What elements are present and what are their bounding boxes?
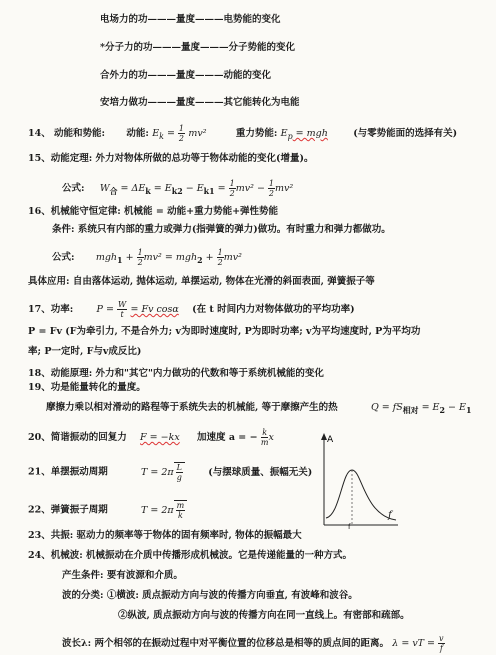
- x-var: x: [268, 432, 274, 443]
- section-24-wavelength: [62, 634, 445, 653]
- w-over-t: $\frac{W}{t}$: [117, 300, 127, 319]
- ek2: = E: [150, 183, 172, 194]
- sq: ²: [289, 183, 294, 194]
- section-23: 23、共振: 驱动力的频率等于物体的固有频率时, 物体的振幅最大: [28, 530, 302, 541]
- pendulum-note: (与摆球质量、振幅无关): [208, 466, 313, 478]
- q-fs-sub: 相对: [402, 405, 419, 415]
- section-24-longitudinal: ②纵波, 质点振动方向与波的传播方向在同一直线上。有密部和疏部。: [118, 610, 410, 621]
- mgh2-sub: 2: [197, 255, 203, 265]
- ek-sub: k: [159, 131, 164, 141]
- mgh1: mgh: [95, 252, 118, 263]
- section-19: 19、功是能量转化的量度。: [28, 382, 146, 393]
- section-17: [28, 300, 355, 319]
- ek1-sub: k1: [203, 186, 215, 196]
- delta-ek-sub: k: [145, 186, 151, 196]
- ek1: − E: [182, 183, 204, 194]
- x-axis-label: f: [388, 510, 392, 521]
- minus: ² −: [250, 183, 268, 194]
- e2-sub: 2: [439, 405, 446, 415]
- eq: =: [163, 128, 178, 139]
- formula-label-2: 公式:: [52, 252, 75, 263]
- e2: = E: [418, 402, 440, 413]
- mgh1-sub: 1: [117, 255, 123, 265]
- wavelength-formula: λ = vT =: [392, 638, 439, 649]
- section-24-transverse: 波的分类: ①横波: 质点振动方向与波的传播方向垂直, 有波峰和波谷。: [62, 590, 358, 601]
- mv1b: mv: [143, 252, 159, 263]
- section-22-title: 22、弹簧振子周期: [28, 504, 108, 516]
- section-21: [28, 462, 312, 482]
- ep-symbol: E: [280, 128, 288, 139]
- section-15: 15、动能定理: 外力对物体所做的总功等于物体动能的变化(增量)。: [28, 153, 314, 164]
- section-19-friction: [46, 402, 471, 417]
- half-fraction-4: $\frac{1}{2}$: [137, 248, 143, 267]
- gravity-pe-label: 重力势能:: [235, 128, 281, 139]
- delta-ek: = ΔE: [117, 183, 146, 194]
- y-axis-label: A: [327, 435, 334, 445]
- line-molecular-work: *分子力的功———量度———分子势能的变化: [100, 42, 295, 53]
- section-21-title: 21、单摆振动周期: [28, 466, 108, 478]
- mv2: mv: [235, 183, 251, 194]
- section-20-title: 20、简谐振动的回复力: [28, 432, 127, 443]
- kinetic-label: 动能:: [126, 128, 153, 139]
- ek2-sub: k2: [171, 186, 183, 196]
- p-eq: P =: [96, 304, 117, 315]
- section-24: 24、机械波: 机械振动在介质中传播形成机械波。它是传递能量的一种方式。: [28, 550, 353, 561]
- section-16: 16、机械能守恒定律: 机械能 = 动能+重力势能+弹性势能: [28, 206, 279, 217]
- mv2b: mv: [223, 252, 239, 263]
- pendulum-t: T = 2π: [141, 466, 174, 478]
- friction-text: 摩擦力乘以相对滑动的路程等于系统失去的机械能, 等于摩擦产生的热: [46, 402, 338, 413]
- plus2: +: [202, 252, 217, 263]
- e1-sub: 1: [465, 405, 472, 415]
- plus1: +: [122, 252, 137, 263]
- line-ampere-work: 安培力做功———量度———其它能转化为电能: [100, 97, 300, 108]
- section-16-condition: 条件: 系统只有内部的重力或弹力(指弹簧的弹力)做功。有时重力和弹力都做功。: [52, 224, 391, 235]
- wavelength-text: 波长λ: 两个相邻的在振动过程中对平衡位置的位移总是相等的质点间的距离。: [62, 638, 389, 649]
- section-24-condition: 产生条件: 要有波源和介质。: [62, 570, 183, 581]
- k-over-m: $\frac{k}{m}$: [260, 428, 269, 447]
- formula-label: 公式:: [62, 183, 85, 194]
- w-sub: 合: [109, 186, 118, 196]
- eq2: =: [214, 183, 229, 194]
- line-net-work: 合外力的功———量度———动能的变化: [100, 70, 272, 81]
- f0-label: f: [348, 523, 351, 530]
- v-over-f: $\frac{v}{f}$: [439, 634, 444, 653]
- section-16-formula: [52, 248, 242, 267]
- mv-squared: mv²: [188, 128, 207, 139]
- section-17-line3: 率; P一定时, F与v成反比): [28, 346, 142, 357]
- acceleration: 加速度 a = −: [197, 432, 258, 443]
- ep-sub: p: [287, 131, 293, 141]
- section-16-application: 具体应用: 自由落体运动, 抛体运动, 单摆运动, 物体在光滑的斜面表面, 弹簧振子等: [28, 276, 375, 287]
- avg-power-note: (在 t 时间内力对物体做功的平均功率): [192, 304, 355, 315]
- section-14: [28, 124, 457, 143]
- sqrt-lg: $\frac{L}{g}$: [174, 462, 185, 482]
- restoring-force: F = −kx: [140, 432, 180, 443]
- half-fraction-2: $\frac{1}{2}$: [229, 179, 235, 198]
- q-fs: Q = fS: [370, 402, 403, 413]
- mgh: = mgh: [292, 128, 328, 139]
- sqrt-mk: $\frac{m}{k}$: [174, 500, 188, 520]
- half-fraction-5: $\frac{1}{2}$: [217, 248, 223, 267]
- half-fraction-3: $\frac{1}{2}$: [268, 179, 275, 198]
- resonance-curve: [326, 470, 396, 520]
- spring-t: T = 2π: [141, 504, 174, 516]
- section-20: [28, 428, 274, 447]
- w-symbol: W: [99, 183, 110, 194]
- e1: − E: [445, 402, 466, 413]
- ek-symbol: E: [152, 128, 160, 139]
- line-electric-work: 电场力的功———量度———电势能的变化: [100, 14, 281, 25]
- fv-cos: = Fv cosα: [130, 304, 179, 315]
- mv1: mv: [275, 183, 290, 194]
- section-15-formula: [62, 179, 293, 198]
- section-17-title: 17、功率:: [28, 304, 74, 315]
- section-14-title: 14、 动能和势能:: [28, 128, 106, 139]
- zero-pe-note: (与零势能面的选择有关): [353, 128, 458, 139]
- section-17-line2: P = Fv (F为牵引力, 不是合外力; v为即时速度时, P为即时功率; v为平均速度时, P为平均功: [28, 326, 421, 337]
- sq2: ²: [238, 252, 242, 263]
- half-fraction: $\frac{1}{2}$: [178, 124, 185, 143]
- section-22: [28, 500, 187, 520]
- mgh2: ² = mgh: [158, 252, 198, 263]
- section-18: 18、动能原理: 外力和"其它"内力做功的代数和等于系统机械能的变化: [28, 368, 324, 379]
